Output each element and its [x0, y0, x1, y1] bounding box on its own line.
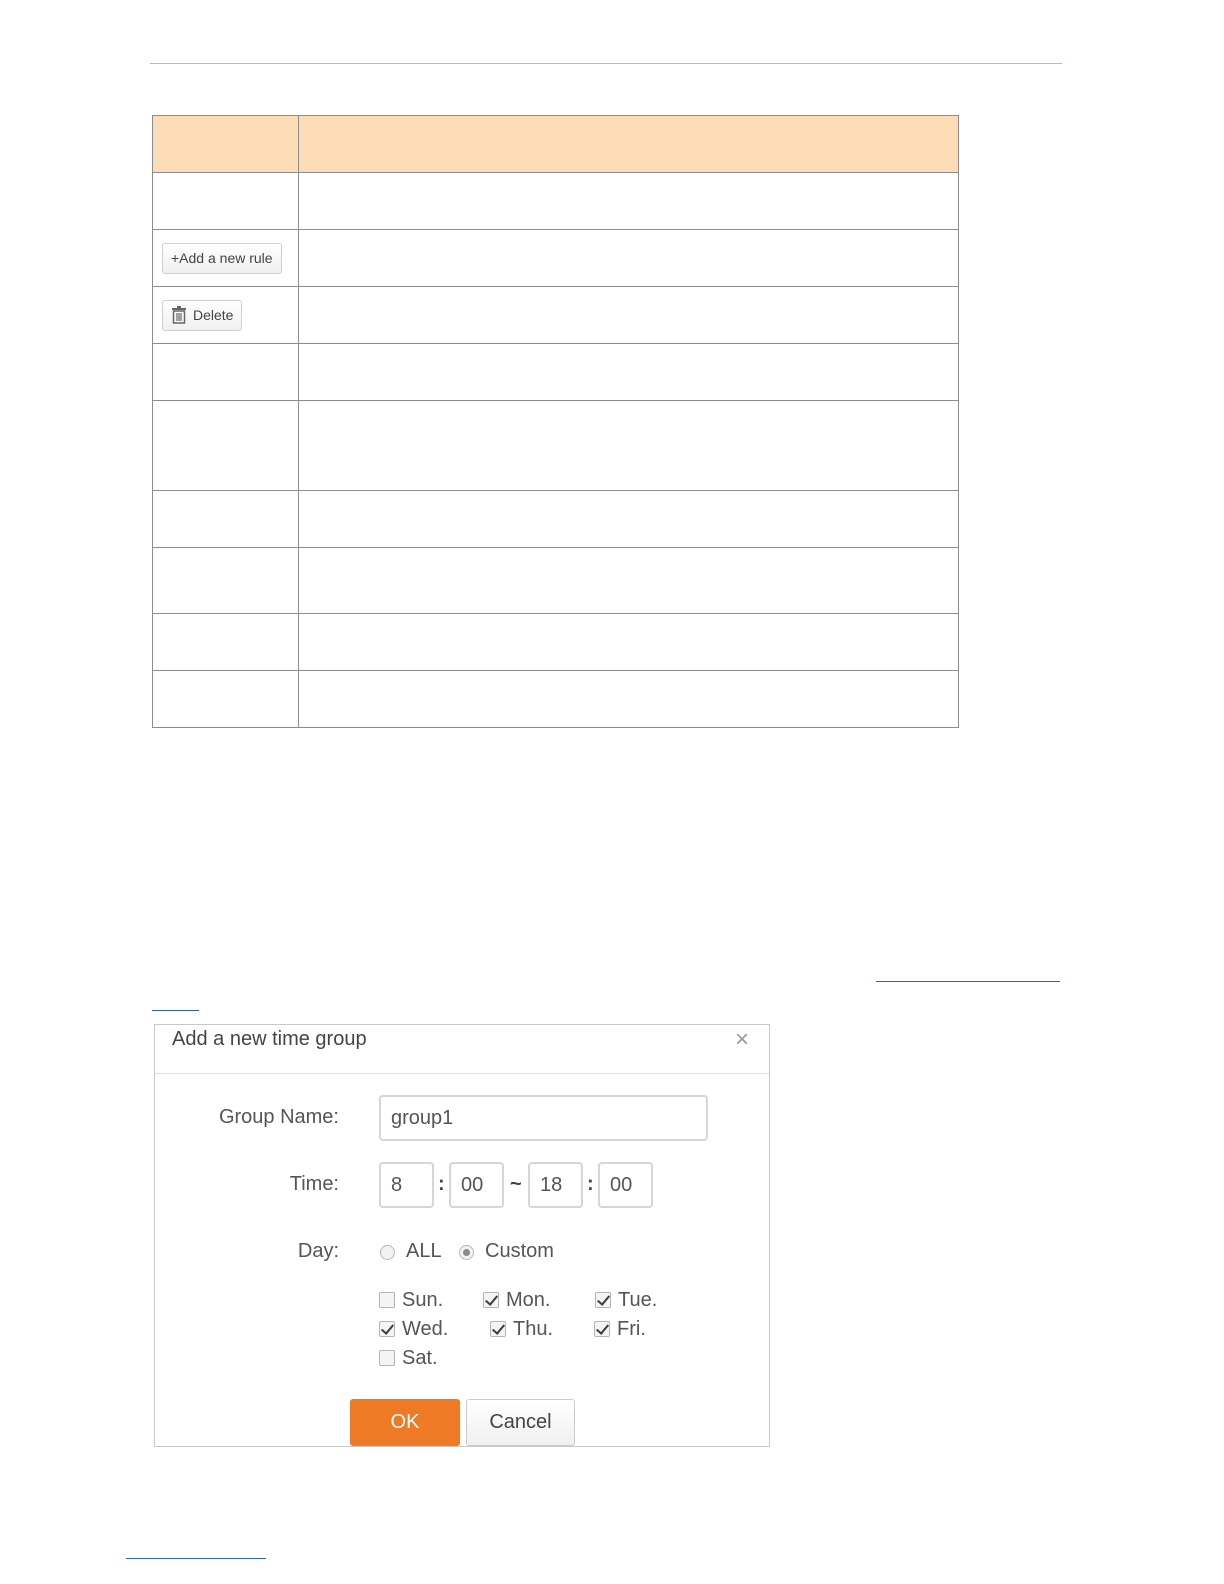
add-time-group-dialog [154, 1024, 770, 1447]
table-cell [153, 230, 299, 287]
start-minute-input[interactable] [449, 1162, 504, 1208]
table-row [153, 230, 959, 287]
table-cell [299, 401, 959, 491]
table-row [153, 287, 959, 344]
table-header-cell-parameter [153, 116, 299, 173]
table-cell [153, 548, 299, 614]
table-cell [299, 344, 959, 401]
table-cell [299, 173, 959, 230]
table-header-cell-description [299, 116, 959, 173]
time-colon: : [587, 1173, 594, 1195]
table-cell [153, 491, 299, 548]
day-fri-checkbox[interactable] [594, 1321, 610, 1337]
day-label: Day: [297, 1240, 339, 1262]
table-row [153, 548, 959, 614]
dialog-title: Add a new time group [172, 1028, 367, 1050]
day-sat-label: Sat. [402, 1347, 438, 1369]
table-cell [153, 287, 299, 344]
start-hour-input[interactable] [379, 1162, 434, 1208]
day-wed-checkbox[interactable] [379, 1321, 395, 1337]
day-mode-all-radio[interactable] [380, 1245, 395, 1260]
add-new-rule-button[interactable] [162, 243, 282, 274]
table-cell [153, 671, 299, 728]
time-label: Time: [289, 1173, 339, 1195]
add-new-rule-label: +Add a new rule [171, 250, 273, 266]
trash-icon [171, 306, 187, 324]
group-name-label: Group Name: [218, 1106, 339, 1128]
day-sun-label: Sun. [402, 1289, 444, 1311]
time-range-separator: ~ [510, 1173, 522, 1195]
table-cell [299, 614, 959, 671]
table-row [153, 401, 959, 491]
dialog-header [155, 1025, 769, 1074]
table-cell [299, 230, 959, 287]
hyperlink-underline[interactable] [876, 981, 1060, 982]
page-header-rule [150, 63, 1062, 64]
day-mode-custom-radio[interactable] [459, 1245, 474, 1260]
table-row [153, 491, 959, 548]
close-icon[interactable]: × [734, 1026, 749, 1053]
table-row [153, 173, 959, 230]
table-row [153, 671, 959, 728]
time-colon: : [438, 1173, 445, 1195]
day-mode-custom-label: Custom [485, 1240, 554, 1262]
day-fri-label: Fri. [617, 1318, 646, 1340]
day-mon-label: Mon. [506, 1289, 551, 1311]
table-row [153, 614, 959, 671]
delete-label: Delete [193, 307, 234, 323]
parameter-table [152, 115, 959, 728]
day-wed-label: Wed. [402, 1318, 449, 1340]
hyperlink-underline-continued[interactable] [152, 1010, 199, 1011]
group-name-input[interactable] [379, 1095, 708, 1141]
table-cell [153, 401, 299, 491]
ok-button[interactable]: OK [350, 1399, 460, 1446]
day-tue-label: Tue. [618, 1289, 658, 1311]
end-hour-input[interactable] [528, 1162, 583, 1208]
end-minute-input[interactable] [598, 1162, 653, 1208]
day-thu-label: Thu. [513, 1318, 554, 1340]
table-cell [153, 344, 299, 401]
day-sat-checkbox[interactable] [379, 1350, 395, 1366]
table-cell [299, 671, 959, 728]
table-header-row [153, 116, 959, 173]
delete-button[interactable] [162, 300, 242, 331]
day-mode-all-label: ALL [406, 1240, 442, 1262]
day-sun-checkbox[interactable] [379, 1292, 395, 1308]
table-cell [299, 491, 959, 548]
cancel-button[interactable]: Cancel [466, 1399, 575, 1446]
day-thu-checkbox[interactable] [490, 1321, 506, 1337]
table-row [153, 344, 959, 401]
day-tue-checkbox[interactable] [595, 1292, 611, 1308]
table-cell [153, 614, 299, 671]
table-cell [299, 287, 959, 344]
day-mon-checkbox[interactable] [483, 1292, 499, 1308]
table-cell [153, 173, 299, 230]
footer-link-underline[interactable] [126, 1558, 266, 1559]
table-cell [299, 548, 959, 614]
